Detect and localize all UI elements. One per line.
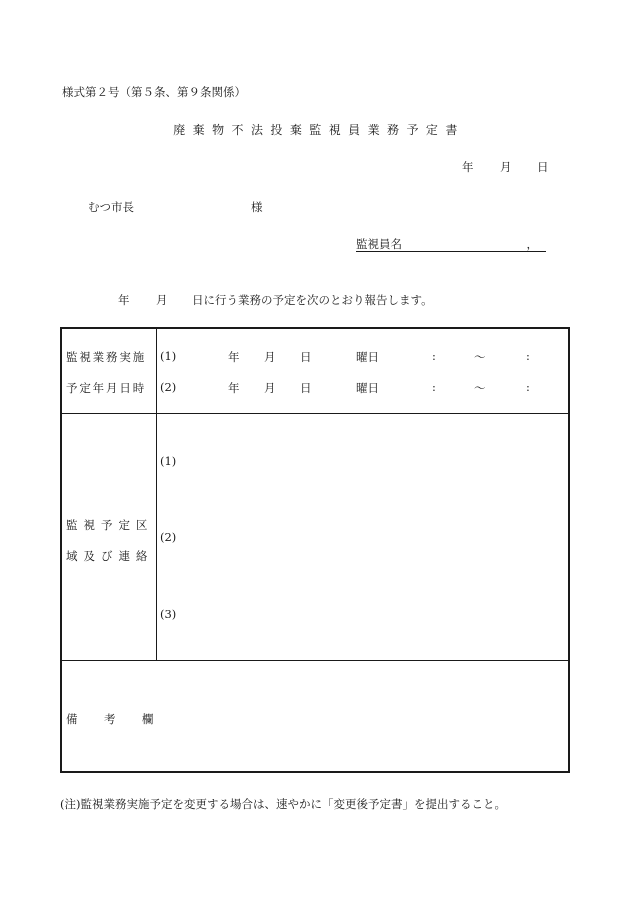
footnote: (注)監視業務実施予定を変更する場合は、速やかに「変更後予定書」を提出すること。 (60, 797, 506, 811)
schedule-tilde: ～ (474, 350, 486, 364)
schedule-row-number: (2) (160, 380, 177, 394)
schedule-label-line2: 予定年月日時 (66, 381, 147, 395)
addressee-honorific: 様 (251, 200, 263, 214)
date-month-label: 月 (500, 160, 512, 174)
schedule-start-colon: : (432, 380, 436, 394)
schedule-month-label: 月 (264, 350, 276, 364)
schedule-row-1[interactable] (160, 349, 565, 365)
inspector-name-label: 監視員名 (356, 237, 402, 251)
schedule-end-colon: : (526, 380, 530, 394)
area-item-3[interactable]: (3) (160, 607, 177, 621)
form-number: 様式第２号（第５条、第９条関係） (62, 85, 246, 99)
schedule-label-line1: 監視業務実施 (66, 350, 147, 364)
schedule-row-2[interactable] (160, 380, 565, 396)
remarks-label: 備考欄 (66, 712, 180, 726)
report-month-label: 月 (156, 293, 168, 307)
area-item-2[interactable]: (2) (160, 530, 177, 544)
area-item-1[interactable]: (1) (160, 454, 177, 468)
inspector-name-field[interactable] (356, 236, 546, 252)
schedule-row-number: (1) (160, 349, 177, 363)
report-year-label: 年 (118, 293, 130, 307)
row-divider-2 (62, 660, 568, 661)
area-label-line1: 監視予定区 (66, 518, 154, 532)
schedule-table (60, 327, 570, 773)
schedule-end-colon: : (526, 349, 530, 363)
date-year-label: 年 (462, 160, 474, 174)
schedule-day-label: 日 (300, 350, 312, 364)
inspector-comma: ， (526, 237, 538, 251)
addressee-name: むつ市長 (88, 200, 134, 214)
date-day-label: 日 (537, 160, 549, 174)
schedule-weekday-label: 曜日 (356, 350, 379, 364)
area-label-line2: 域及び連絡 (66, 549, 154, 563)
report-text: 日に行う業務の予定を次のとおり報告します。 (192, 293, 433, 307)
schedule-weekday-label: 曜日 (356, 381, 379, 395)
schedule-start-colon: : (432, 349, 436, 363)
schedule-month-label: 月 (264, 381, 276, 395)
schedule-day-label: 日 (300, 381, 312, 395)
label-column-divider (156, 329, 157, 660)
row-divider-1 (62, 413, 568, 414)
schedule-tilde: ～ (474, 381, 486, 395)
schedule-year-label: 年 (228, 350, 240, 364)
document-title: 廃棄物不法投棄監視員業務予定書 (173, 123, 465, 137)
remarks-field[interactable] (158, 662, 568, 771)
schedule-year-label: 年 (228, 381, 240, 395)
